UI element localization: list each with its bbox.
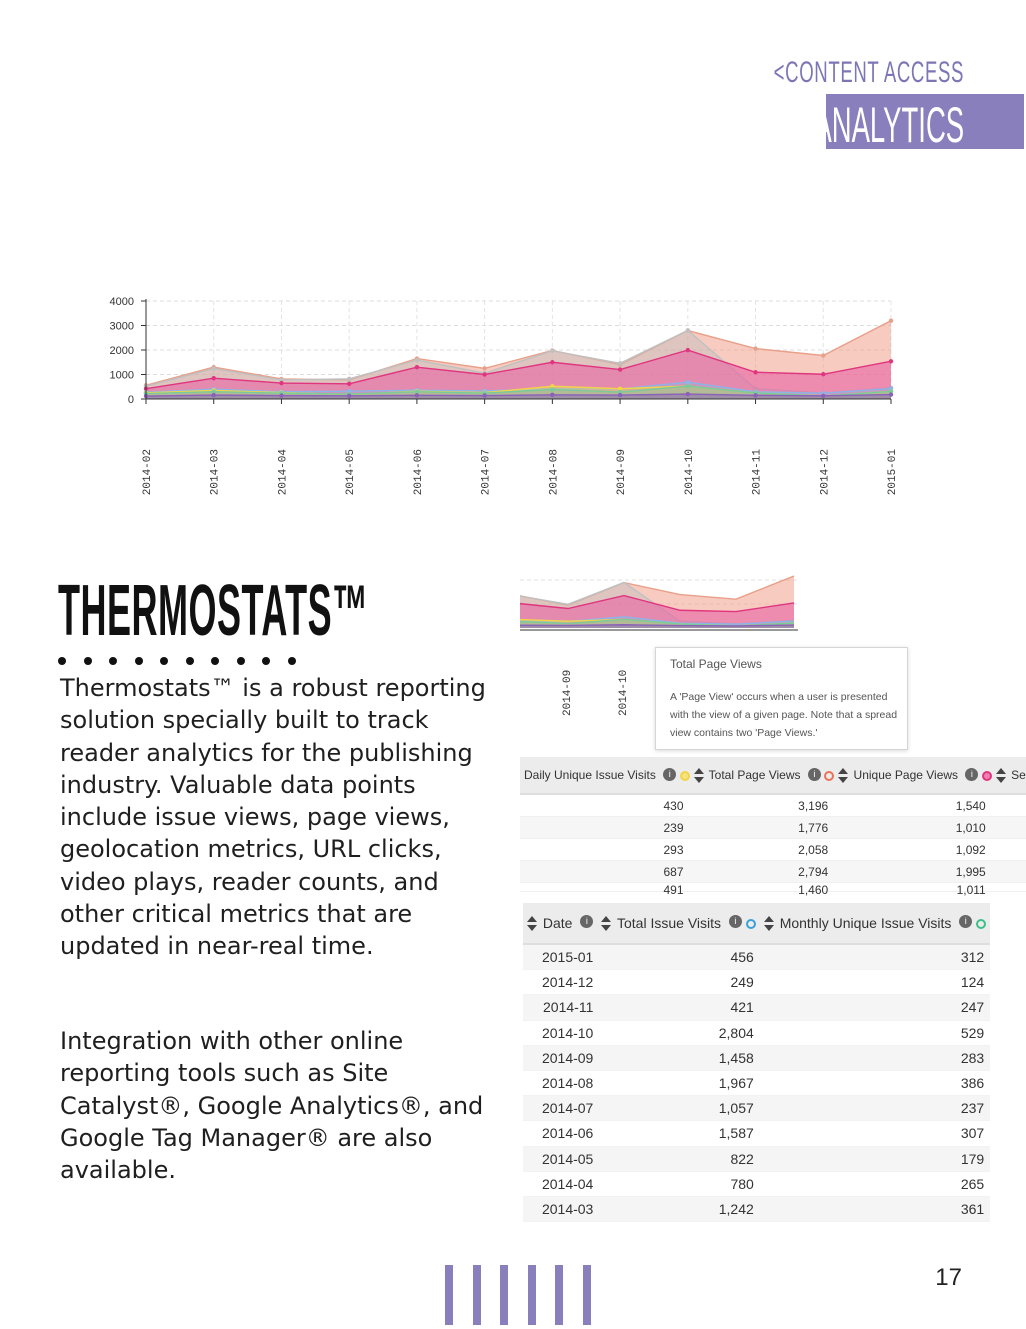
table-row bbox=[523, 995, 990, 1020]
x-tick-label: 2014-08 bbox=[548, 449, 561, 496]
cell: 1,460 bbox=[798, 883, 829, 897]
info-icon[interactable]: i bbox=[808, 768, 821, 781]
info-icon[interactable]: i bbox=[959, 915, 972, 928]
info-icon[interactable]: i bbox=[580, 915, 593, 928]
zoom-x-label: 2014-10 bbox=[618, 669, 630, 716]
cell: 1,458 bbox=[597, 1045, 759, 1070]
cell: 2,058 bbox=[690, 839, 835, 861]
info-icon[interactable]: i bbox=[965, 768, 978, 781]
data-point bbox=[415, 365, 419, 369]
cell: 237 bbox=[760, 1096, 990, 1121]
col-monthly-unique-issue-visits[interactable] bbox=[760, 903, 990, 944]
cell: 2015-01 bbox=[523, 944, 597, 970]
cell: 780 bbox=[597, 1171, 759, 1196]
data-point bbox=[889, 359, 893, 363]
page-views-area-chart bbox=[96, 288, 906, 513]
table-row-partial bbox=[520, 883, 1026, 892]
table-row bbox=[520, 794, 1026, 817]
cell: 1,242 bbox=[597, 1196, 759, 1221]
data-point bbox=[415, 358, 419, 362]
cell: 1,776 bbox=[690, 817, 835, 839]
series-color-dot bbox=[746, 919, 756, 929]
table-row bbox=[523, 1121, 990, 1146]
description-paragraph: Thermostats™ is a robust reporting solution specially built to track reader analytics for the publishing industry. Valuable data points include issue views, page views, geolocation metrics, URL clicks, video plays, reader counts, and other critical metrics that are updated in near-real time. bbox=[60, 674, 486, 961]
cell: 361 bbox=[760, 1196, 990, 1221]
cell: 2,804 bbox=[597, 1020, 759, 1045]
cell: 822 bbox=[597, 1146, 759, 1171]
info-icon[interactable]: i bbox=[729, 915, 742, 928]
cell: 456 bbox=[597, 944, 759, 970]
info-icon[interactable]: i bbox=[663, 768, 676, 781]
integration-paragraph: Integration with other online reporting tools such as Site Catalyst®, Google Analytics®, and Google Tag Manager® are also available. bbox=[60, 1027, 484, 1185]
x-tick-label: 2015-01 bbox=[887, 449, 899, 496]
col-total-page-views[interactable] bbox=[690, 757, 835, 794]
data-point bbox=[889, 392, 893, 396]
table-row bbox=[520, 817, 1026, 839]
col-label: Unique Page Views bbox=[853, 768, 959, 782]
x-tick-label: 2014-02 bbox=[142, 449, 154, 496]
x-tick-label: 2014-05 bbox=[345, 449, 358, 496]
data-point bbox=[618, 361, 622, 365]
page-number: 17 bbox=[935, 1264, 962, 1291]
data-point bbox=[347, 377, 351, 381]
data-point bbox=[821, 353, 825, 357]
data-point bbox=[550, 393, 554, 397]
data-point bbox=[279, 393, 283, 397]
cell: 2014-11 bbox=[523, 995, 597, 1020]
cell: 421 bbox=[597, 995, 759, 1020]
data-point bbox=[550, 360, 554, 364]
table-row bbox=[523, 944, 990, 970]
table-row bbox=[523, 1045, 990, 1070]
table-row bbox=[523, 1171, 990, 1196]
data-point bbox=[550, 387, 554, 391]
y-tick-label: 2000 bbox=[109, 345, 134, 357]
x-tick-label: 2014-09 bbox=[616, 449, 629, 496]
cell: 2014-08 bbox=[523, 1070, 597, 1095]
cell: 687 bbox=[520, 861, 690, 883]
table-row bbox=[523, 970, 990, 995]
cell: 2014-05 bbox=[523, 1146, 597, 1171]
x-tick-label: 2014-07 bbox=[480, 449, 493, 496]
data-point bbox=[618, 367, 622, 371]
series-color-dot bbox=[982, 771, 992, 781]
zoom-x-label: 2014-09 bbox=[562, 669, 574, 716]
cell: 239 bbox=[520, 817, 690, 839]
x-tick-label: 2014-03 bbox=[209, 449, 222, 496]
daily-metrics-table bbox=[520, 757, 1026, 897]
data-point bbox=[347, 394, 351, 398]
col-label: Se bbox=[1011, 768, 1026, 782]
metric-tooltip bbox=[655, 647, 908, 750]
cell: 529 bbox=[760, 1020, 990, 1045]
cell: 2014-09 bbox=[523, 1045, 597, 1070]
x-tick-label: 2014-12 bbox=[819, 449, 832, 496]
cell: 2014-12 bbox=[523, 970, 597, 995]
data-point bbox=[482, 366, 486, 370]
dotted-divider bbox=[58, 650, 313, 669]
cell: 265 bbox=[760, 1171, 990, 1196]
data-point bbox=[686, 392, 690, 396]
y-tick-label: 1000 bbox=[109, 369, 134, 382]
y-tick-label: 4000 bbox=[109, 296, 134, 308]
tooltip-title: Total Page Views bbox=[670, 657, 762, 671]
series-color-dot bbox=[680, 771, 690, 781]
col-label: Total Issue Visits bbox=[617, 915, 722, 931]
col-label: Daily Unique Issue Visits bbox=[524, 768, 656, 782]
cell: 1,011 bbox=[956, 883, 986, 897]
cell: 1,057 bbox=[597, 1096, 759, 1121]
data-point bbox=[212, 376, 216, 380]
data-point bbox=[550, 349, 554, 353]
data-point bbox=[686, 384, 690, 388]
col-total-issue-visits[interactable] bbox=[597, 903, 759, 944]
x-tick-label: 2014-04 bbox=[277, 449, 290, 496]
cell: 2014-07 bbox=[523, 1096, 597, 1121]
col-label: Monthly Unique Issue Visits bbox=[779, 915, 952, 931]
data-point bbox=[821, 394, 825, 398]
decorative-bars bbox=[445, 1265, 610, 1329]
cell: 293 bbox=[520, 839, 690, 861]
data-point bbox=[482, 372, 486, 376]
cell: 307 bbox=[760, 1121, 990, 1146]
data-point bbox=[686, 348, 690, 352]
cell: 124 bbox=[760, 970, 990, 995]
table-row bbox=[520, 839, 1026, 861]
col-truncated[interactable] bbox=[992, 757, 1026, 794]
table-row bbox=[523, 1020, 990, 1045]
data-point bbox=[415, 393, 419, 397]
col-label: Date bbox=[542, 915, 573, 931]
cell: 491 bbox=[663, 883, 684, 897]
tooltip-body: A 'Page View' occurs when a user is presented with the view of a given page. Note that a spread view contains two 'Page Views.' bbox=[670, 691, 898, 739]
data-point bbox=[212, 393, 216, 397]
cell: 1,995 bbox=[834, 861, 992, 883]
data-point bbox=[889, 318, 893, 322]
data-point bbox=[618, 393, 622, 397]
table-row bbox=[523, 1196, 990, 1221]
table-row bbox=[520, 861, 1026, 883]
col-unique-page-views[interactable] bbox=[834, 757, 992, 794]
data-point bbox=[753, 393, 757, 397]
section-label: <CONTENT ACCESS bbox=[773, 56, 964, 89]
data-point bbox=[821, 372, 825, 376]
col-label: Total Page Views bbox=[708, 768, 801, 782]
monthly-visits-table bbox=[523, 903, 990, 1222]
data-point bbox=[482, 393, 486, 397]
x-tick-label: 2014-11 bbox=[751, 449, 764, 496]
col-date[interactable] bbox=[523, 903, 597, 944]
series-color-dot bbox=[976, 919, 986, 929]
cell: 430 bbox=[520, 794, 690, 817]
col-daily-unique-issue-visits[interactable] bbox=[520, 757, 690, 794]
cell: 1,010 bbox=[834, 817, 992, 839]
data-point bbox=[212, 366, 216, 370]
data-point bbox=[279, 381, 283, 385]
x-tick-label: 2014-10 bbox=[683, 449, 696, 496]
cell: 386 bbox=[760, 1070, 990, 1095]
cell: 1,587 bbox=[597, 1121, 759, 1146]
section-title-band bbox=[813, 94, 1024, 153]
y-tick-label: 0 bbox=[127, 394, 134, 406]
x-tick-label: 2014-06 bbox=[412, 449, 425, 496]
data-point bbox=[347, 382, 351, 386]
cell: 1,092 bbox=[834, 839, 992, 861]
cell: 1,967 bbox=[597, 1070, 759, 1095]
data-point bbox=[753, 346, 757, 350]
cell: 249 bbox=[597, 970, 759, 995]
product-heading: THERMOSTATS™ bbox=[58, 571, 369, 651]
cell: 312 bbox=[760, 944, 990, 970]
cell: 2,794 bbox=[690, 861, 835, 883]
table-row bbox=[523, 1146, 990, 1171]
cell: 283 bbox=[760, 1045, 990, 1070]
data-point bbox=[753, 370, 757, 374]
cell: 179 bbox=[760, 1146, 990, 1171]
table-row bbox=[523, 1096, 990, 1121]
section-title: ANALYTICS bbox=[813, 97, 964, 153]
y-tick-label: 3000 bbox=[109, 320, 134, 333]
cell: 3,196 bbox=[690, 794, 835, 817]
cell: 2014-10 bbox=[523, 1020, 597, 1045]
zoomed-chart-fragment bbox=[520, 566, 798, 634]
data-point bbox=[686, 328, 690, 332]
cell: 247 bbox=[760, 995, 990, 1020]
series-color-dot bbox=[824, 771, 834, 781]
cell: 2014-03 bbox=[523, 1196, 597, 1221]
cell: 2014-06 bbox=[523, 1121, 597, 1146]
cell: 1,540 bbox=[834, 794, 992, 817]
table-row bbox=[523, 1070, 990, 1095]
cell: 2014-04 bbox=[523, 1171, 597, 1196]
data-point bbox=[686, 380, 690, 384]
